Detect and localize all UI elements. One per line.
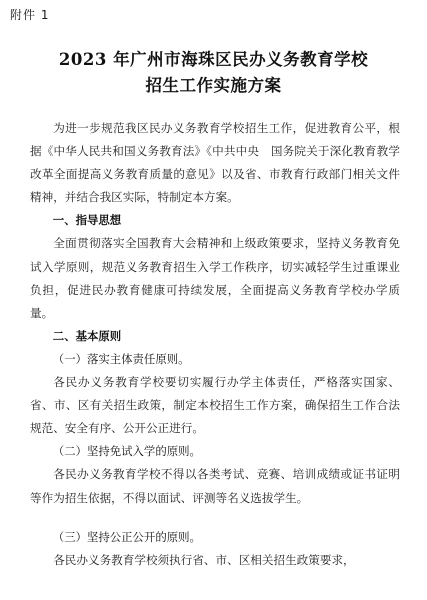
subsection-heading-responsibility: （一）落实主体责任原则。 (52, 351, 190, 366)
subsection-heading-exam-free: （二）坚持免试入学的原则。 (52, 444, 201, 459)
paragraph-gap (30, 510, 400, 526)
subsection-text-responsibility: 各民办义务教育学校要切实履行办学主体责任，严格落实国家、省、市、区有关招生政策，制定本校招生工作方案，确保招生工作合法规范、安全有序、公开公正进行。 (30, 375, 400, 436)
intro-paragraph: 为进一步规范我区民办义务教育学校招生工作，促进教育公平，根据《中华人民共和国义务教育法》《中共中央 国务院关于深化教育教学改革全面提高义务教育质量的意见》以及省、市教育行政部门相关文件精神，并结合我区实际，特制定本方案。 (30, 121, 400, 205)
subsection-heading-fairness: （三）坚持公正公开的原则。 (52, 529, 201, 544)
section-text-guiding-ideology: 全面贯彻落实全国教育大会精神和上级政策要求，坚持义务教育免试入学原则，规范义务教育招生入学工作秩序，切实减轻学生过重课业负担，促进民办教育健康可持续发展，全面提高义务教育学校办学质量。 (30, 236, 400, 320)
attachment-label: 附件 1 (10, 8, 50, 22)
subsection-text-exam-free: 各民办义务教育学校不得以各类考试、竞赛、培训成绩或证书证明等作为招生依据，不得以面试、评测等名义选拔学生。 (30, 467, 400, 505)
section-heading-basic-principles: 二、基本原则 (52, 328, 122, 343)
subsection-text-fairness: 各民办义务教育学校须执行省、市、区相关招生政策要求， (53, 552, 355, 567)
section-heading-guiding-ideology: 一、指导思想 (52, 213, 122, 228)
document-body (30, 117, 400, 572)
document-title-line-1: 2023 年广州市海珠区民办义务教育学校 (58, 50, 369, 69)
document-title-line-2: 招生工作实施方案 (145, 76, 282, 95)
